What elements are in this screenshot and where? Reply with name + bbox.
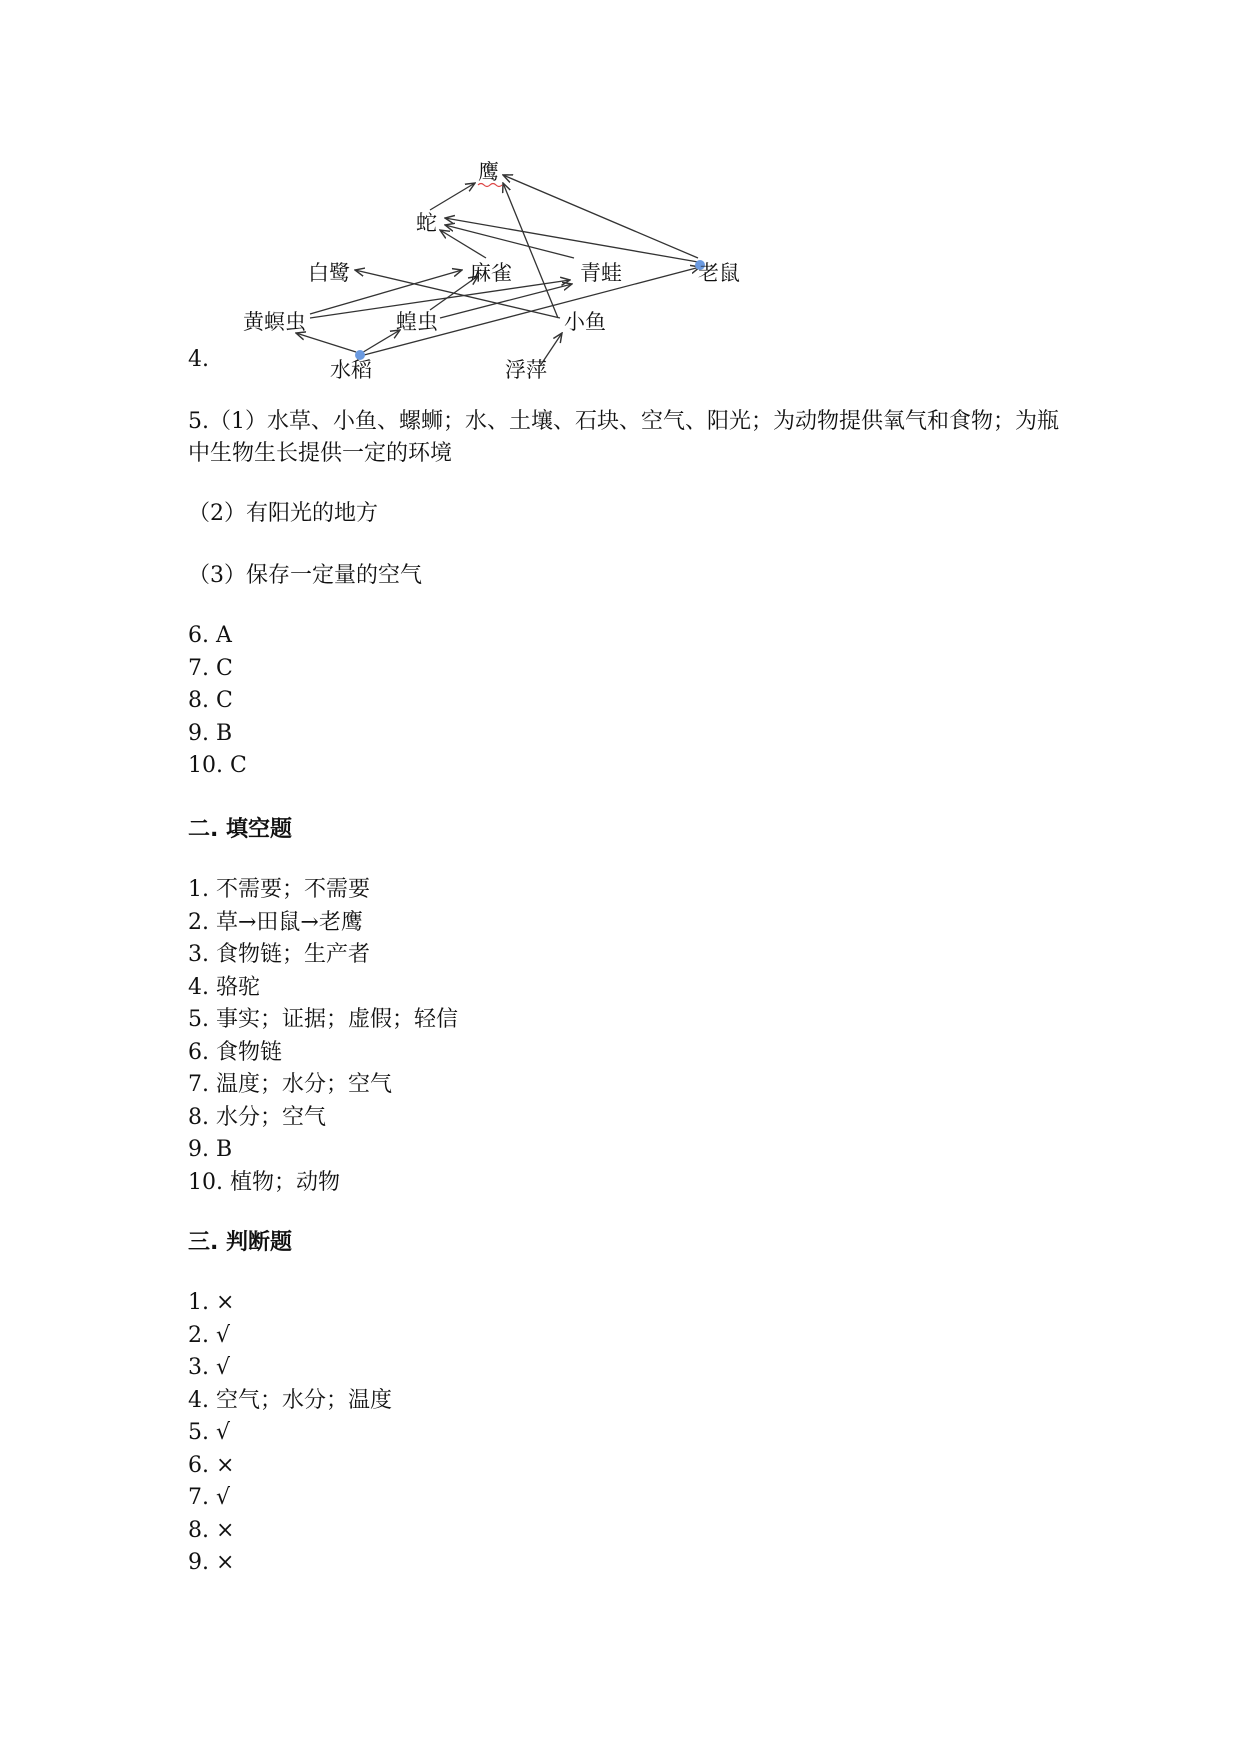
node-snake: 蛇 — [416, 211, 437, 235]
list-item: 9. B — [188, 720, 233, 746]
list-item: 3. √ — [188, 1355, 231, 1380]
q5-part2: （2）有阳光的地方 — [188, 501, 378, 526]
list-item: 6. × — [188, 1452, 235, 1478]
node-duckweed: 浮萍 — [505, 358, 547, 382]
node-eagle: 鹰 — [478, 160, 499, 184]
list-item: 3. 食物链；生产者 — [188, 942, 370, 967]
section-title-fill-blank: 二. 填空题 — [188, 817, 293, 842]
list-item: 10. 植物；动物 — [188, 1169, 340, 1195]
q4-label: 4. — [188, 347, 209, 372]
list-item: 7. C — [188, 655, 233, 681]
true-false-answers-list — [188, 1287, 392, 1580]
list-item: 9. × — [188, 1550, 235, 1575]
list-item: 5. 事实；证据；虚假；轻信 — [188, 1007, 458, 1032]
food-web-diagram — [0, 0, 1241, 400]
node-sparrow: 麻雀 — [470, 261, 512, 285]
node-mouse: 老鼠 — [698, 261, 740, 285]
list-item: 8. × — [188, 1517, 235, 1543]
node-fish: 小鱼 — [564, 310, 606, 334]
list-item: 2. √ — [188, 1322, 231, 1348]
list-item: 9. B — [188, 1137, 233, 1162]
list-item: 7. √ — [188, 1485, 231, 1510]
list-item: 6. 食物链 — [188, 1039, 282, 1065]
q5-part1: 5.（1）水草、小鱼、螺蛳；水、土壤、石块、空气、阳光；为动物提供氧气和食物；为瓶中生物生长提供一定的环境 — [188, 409, 1059, 466]
fill-blank-answers-list — [188, 874, 458, 1199]
list-item: 2. 草→田鼠→老鹰 — [188, 909, 363, 935]
node-frog: 青蛙 — [580, 261, 622, 285]
list-item: 5. √ — [188, 1420, 231, 1445]
q5-part3: （3）保存一定量的空气 — [188, 563, 422, 588]
list-item: 4. 空气；水分；温度 — [188, 1387, 392, 1413]
list-item: 8. 水分；空气 — [188, 1104, 326, 1130]
section-title-true-false: 三. 判断题 — [188, 1230, 293, 1255]
node-rice: 水稻 — [330, 358, 372, 382]
list-item: 7. 温度；水分；空气 — [188, 1072, 392, 1097]
list-item: 1. 不需要；不需要 — [188, 877, 370, 902]
list-item: 8. C — [188, 688, 233, 713]
choice-answers-list — [188, 620, 247, 783]
node-leafhopper: 黄螟虫 — [243, 310, 306, 334]
list-item: 10. C — [188, 753, 247, 778]
node-locust: 蝗虫 — [396, 310, 438, 334]
list-item: 4. 骆驼 — [188, 974, 260, 1000]
node-egret: 白鹭 — [308, 261, 350, 285]
list-item: 6. A — [188, 623, 232, 648]
list-item: 1. × — [188, 1290, 235, 1315]
